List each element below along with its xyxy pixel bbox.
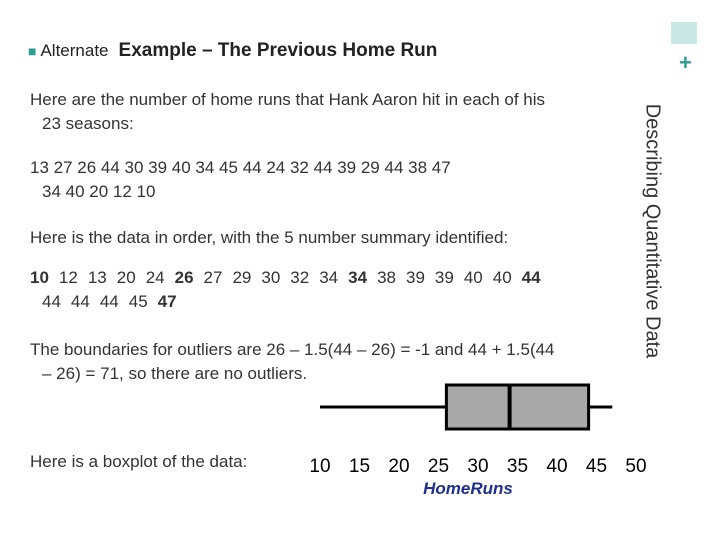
tick-label: 10 bbox=[309, 456, 331, 477]
tick-label: 30 bbox=[467, 456, 489, 477]
slide-title bbox=[28, 40, 437, 62]
summary-value: 47 bbox=[157, 292, 177, 311]
summary-value: 34 bbox=[348, 268, 368, 287]
outlier-line-2: – 26) = 71, so there are no outliers. bbox=[42, 364, 308, 383]
intro-line-2: 23 seasons: bbox=[42, 114, 134, 133]
data-value: 44 bbox=[99, 292, 119, 311]
tick-label: 35 bbox=[506, 456, 529, 477]
outlier-line-1: The boundaries for outliers are 26 – 1.5(44 – 26) = -1 and 44 + 1.5(44 bbox=[30, 340, 555, 359]
data-value: 44 bbox=[42, 292, 61, 311]
data-value: 39 bbox=[405, 268, 425, 287]
data-line-2: 34 40 20 12 10 bbox=[42, 182, 156, 201]
tick-label: 40 bbox=[546, 456, 568, 477]
sidebar-label bbox=[636, 78, 668, 383]
sidebar-label-text: Describing Quantitative Data bbox=[641, 103, 664, 358]
data-value: 45 bbox=[128, 292, 148, 311]
plus-icon: + bbox=[679, 50, 692, 75]
data-value: 13 bbox=[87, 268, 107, 287]
data-paragraph bbox=[30, 156, 451, 204]
bullet-icon: ■ bbox=[28, 43, 37, 59]
data-value: 30 bbox=[261, 268, 281, 287]
intro-paragraph bbox=[30, 88, 545, 136]
data-line-1: 13 27 26 44 30 39 40 34 45 44 24 32 44 39 29 44 38 47 bbox=[30, 158, 451, 177]
data-value: 12 bbox=[58, 268, 78, 287]
data-value: 39 bbox=[434, 268, 454, 287]
data-value: 44 bbox=[70, 292, 90, 311]
data-value: 32 bbox=[290, 268, 310, 287]
tick-label: 25 bbox=[427, 456, 450, 477]
summary-value: 44 bbox=[521, 268, 541, 287]
summary-value: 10 bbox=[30, 268, 49, 287]
x-axis-label: HomeRuns bbox=[423, 479, 513, 498]
data-value: 20 bbox=[116, 268, 136, 287]
data-value: 34 bbox=[319, 268, 339, 287]
ordered-intro: Here is the data in order, with the 5 number summary identified: bbox=[30, 228, 509, 247]
boxplot-caption: Here is a boxplot of the data: bbox=[30, 452, 248, 471]
title-main: Example – The Previous Home Run bbox=[118, 40, 438, 61]
ordered-data bbox=[30, 266, 635, 314]
data-value: 29 bbox=[232, 268, 252, 287]
intro-line-1: Here are the number of home runs that Hank Aaron hit in each of his bbox=[30, 90, 546, 109]
tick-label: 45 bbox=[585, 456, 608, 477]
box-iqr bbox=[446, 385, 588, 429]
outlier-paragraph bbox=[30, 338, 555, 386]
data-value: 24 bbox=[145, 268, 165, 287]
corner-accent-block bbox=[671, 22, 697, 44]
tick-label: 50 bbox=[625, 456, 647, 477]
data-value: 40 bbox=[463, 268, 483, 287]
data-value: 27 bbox=[203, 268, 223, 287]
summary-value: 26 bbox=[174, 268, 194, 287]
data-value: 40 bbox=[492, 268, 512, 287]
data-value: 38 bbox=[377, 268, 396, 287]
tick-label: 15 bbox=[348, 456, 371, 477]
boxplot-chart bbox=[288, 380, 658, 500]
tick-label: 20 bbox=[388, 456, 410, 477]
title-prefix: Alternate bbox=[40, 41, 109, 60]
